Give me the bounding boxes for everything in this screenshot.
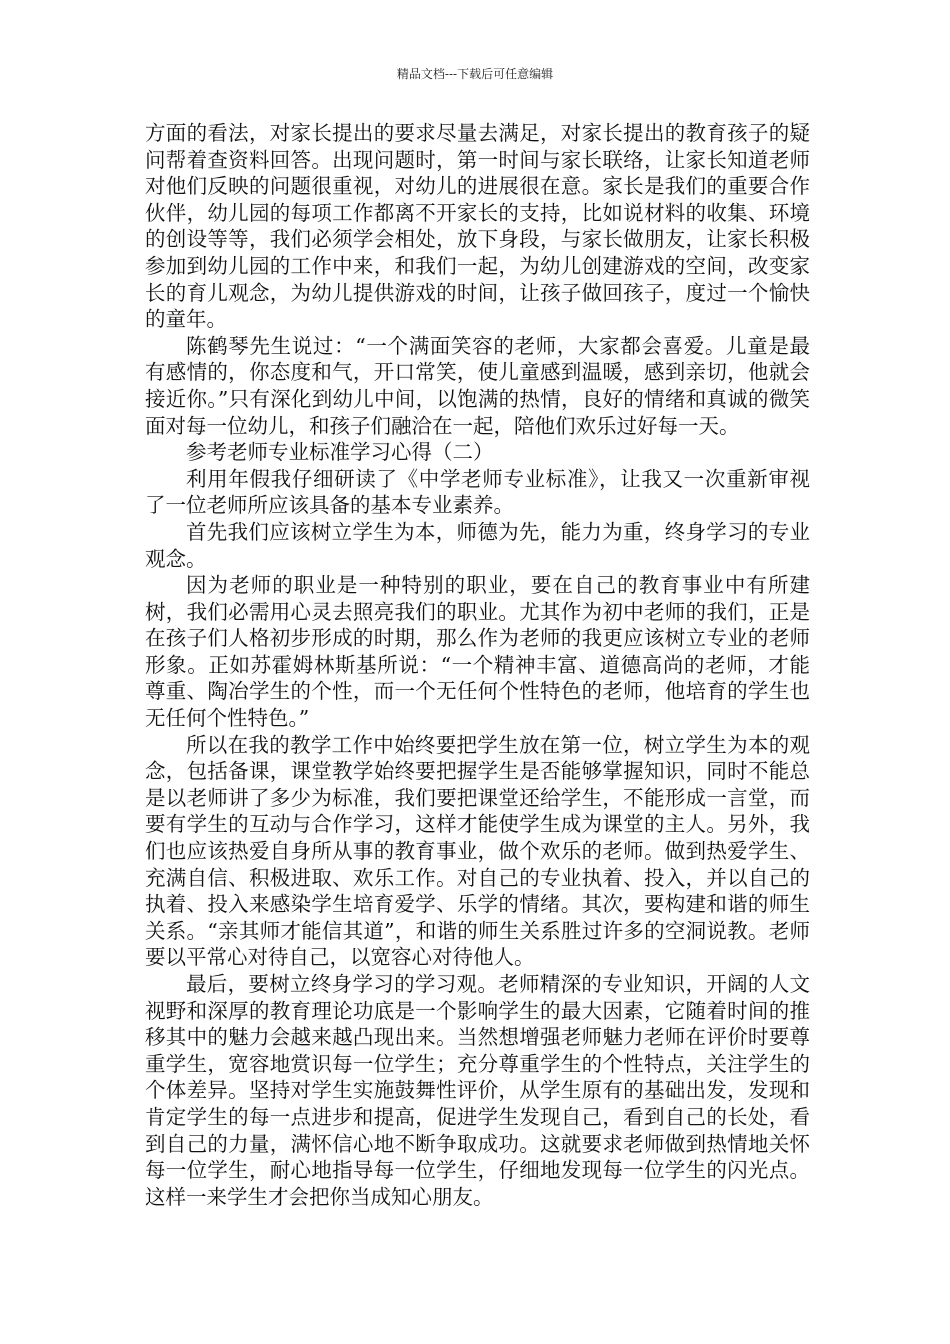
page-header: 精品文档---下载后可任意编辑 [396,67,554,81]
section-heading: 参考老师专业标准学习心得（二） [186,440,494,465]
paragraph-2: 陈鹤琴先生说过：“一个满面笑容的老师，大家都会喜爱。儿童是最有感情的，你态度和气，开口常笑，使儿童感到温暖，感到亲切，他就会接近你。”只有深化到幼儿中间，以饱满的热情，良好的情绪和真诚的微笑面对每一位幼儿，和孩子们融洽在一起，陪他们欢乐过好每一天。 [145,333,810,438]
paragraph-4: 首先我们应该树立学生为本，师德为先，能力为重，终身学习的专业观念。 [145,519,810,571]
paragraph-5: 因为老师的职业是一种特别的职业，要在自己的教育事业中有所建树，我们必需用心灵去照亮我们的职业。尤其作为初中老师的我们，正是在孩子们人格初步形成的时期，那么作为老师的我更应该树立专业的老师形象。正如苏霍姆林斯基所说：“一个精神丰富、道德高尚的老师，才能尊重、陶冶学生的个性，而一个无任何个性特色的老师，他培育的学生也无任何个性特色。” [145,573,810,731]
paragraph-1: 方面的看法，对家长提出的要求尽量去满足，对家长提出的教育孩子的疑问帮着查资料回答。出现问题时，第一时间与家长联络，让家长知道老师对他们反映的问题很重视，对幼儿的进展很在意。家长是我们的重要合作伙伴，幼儿园的每项工作都离不开家长的支持，比如说材料的收集、环境的创设等等，我们必须学会相处，放下身段，与家长做朋友，让家长积极参加到幼儿园的工作中来，和我们一起，为幼儿创建游戏的空间，改变家长的育儿观念，为幼儿提供游戏的时间，让孩子做回孩子，度过一个愉快的童年。 [145,121,810,332]
paragraph-7: 最后，要树立终身学习的学习观。老师精深的专业知识，开阔的人文视野和深厚的教育理论功底是一个影响学生的最大因素，它随着时间的推移其中的魅力会越来越凸现出来。当然想增强老师魅力老师在评价时要尊重学生，宽容地赏识每一位学生；充分尊重学生的个性特点，关注学生的个体差异。坚持对学生实施鼓舞性评价，从学生原有的基础出发，发现和肯定学生的每一点进步和提高，促进学生发现自己，看到自己的长处，看到自己的力量，满怀信心地不断争取成功。这就要求老师做到热情地关怀每一位学生，耐心地指导每一位学生，仔细地发现每一位学生的闪光点。这样一来学生才会把你当成知心朋友。 [145,972,810,1209]
paragraph-6: 所以在我的教学工作中始终要把学生放在第一位，树立学生为本的观念，包括备课，课堂教学始终要把握学生是否能够掌握知识，同时不能总是以老师讲了多少为标准，我们要把课堂还给学生，不能形成一言堂，而要有学生的互动与合作学习，这样才能使学生成为课堂的主人。另外，我们也应该热爱自身所从事的教育事业，做个欢乐的老师。做到热爱学生、充满自信、积极进取、欢乐工作。对自己的专业执着、投入，并以自己的执着、投入来感染学生培育爱学、乐学的情绪。其次，要构建和谐的师生关系。“亲其师才能信其道”，和谐的师生关系胜过许多的空洞说教。老师要以平常心对待自己，以宽容心对待他人。 [145,732,810,970]
paragraph-3: 利用年假我仔细研读了《中学老师专业标准》，让我又一次重新审视了一位老师所应该具备的基本专业素养。 [145,466,810,518]
document-body [145,120,810,1210]
